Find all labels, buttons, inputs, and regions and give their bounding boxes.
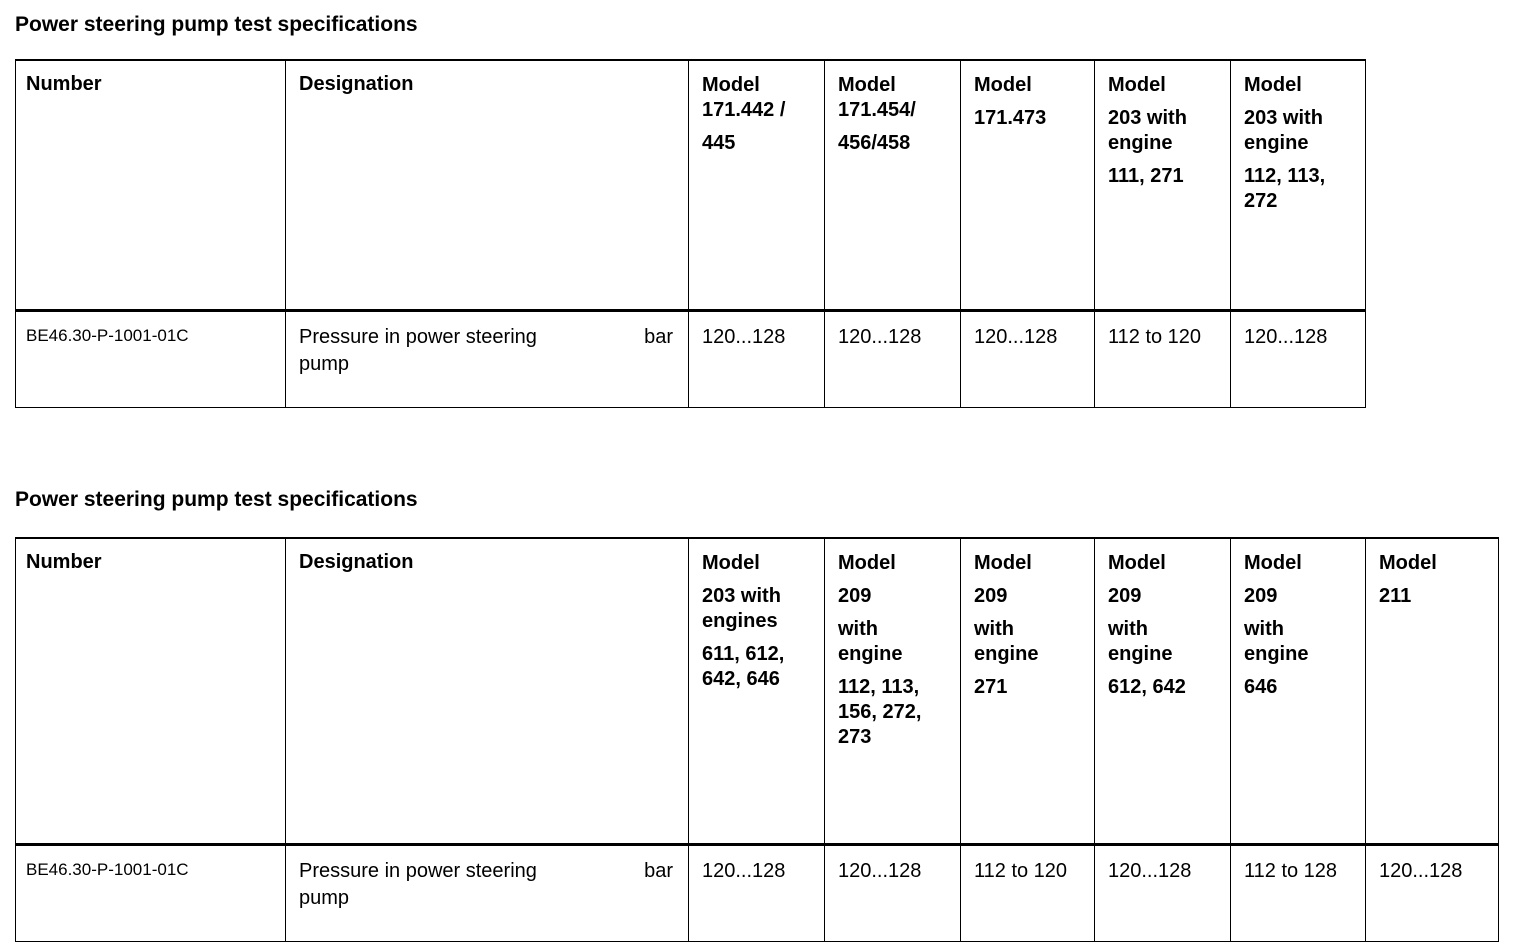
header-line: 209 — [1108, 585, 1142, 607]
cell-value: 112 to 128 — [1231, 844, 1366, 941]
cell-value: 120...128 — [689, 844, 825, 941]
cell-value: 120...128 — [1095, 844, 1231, 941]
header-line: Model — [838, 552, 896, 574]
header-number: Number — [16, 60, 286, 310]
header-line: 271 — [974, 676, 1008, 698]
header-model — [689, 538, 825, 844]
header-line: 112, 113, — [1244, 165, 1326, 187]
header-line: 203 with — [1244, 107, 1323, 129]
header-model — [1231, 538, 1366, 844]
header-line: engine — [1108, 132, 1173, 154]
spec-table-1 — [15, 59, 1366, 408]
header-line: 612, 642 — [1108, 676, 1186, 698]
cell-value: 120...128 — [689, 310, 825, 407]
header-model — [1366, 538, 1499, 844]
header-line: 273 — [838, 726, 872, 748]
header-line: Model — [1244, 74, 1302, 96]
header-model — [961, 538, 1095, 844]
header-line: Model — [1108, 552, 1166, 574]
header-line: engine — [1244, 643, 1309, 665]
header-designation: Designation — [286, 538, 689, 844]
unit-label: bar — [644, 859, 673, 882]
header-line: Model — [838, 74, 896, 96]
header-row — [16, 60, 1366, 310]
header-line: 209 — [974, 585, 1008, 607]
unit-label: bar — [644, 325, 673, 348]
header-line: 272 — [1244, 190, 1278, 212]
header-line: engine — [974, 643, 1039, 665]
header-designation: Designation — [286, 60, 689, 310]
header-line: engine — [838, 643, 903, 665]
table-row — [16, 844, 1499, 941]
header-line: 171.442 / — [702, 99, 786, 121]
cell-designation — [286, 310, 689, 407]
header-line: Model — [974, 74, 1032, 96]
cell-value: 112 to 120 — [1095, 310, 1231, 407]
header-line: with — [1108, 618, 1148, 640]
cell-number: BE46.30-P-1001-01C — [16, 844, 286, 941]
cell-value: 120...128 — [1231, 310, 1366, 407]
header-line: 171.454/ — [838, 99, 916, 121]
header-line: 456/458 — [838, 132, 911, 154]
header-model — [1095, 538, 1231, 844]
table-2-title: Power steering pump test specifications — [15, 488, 418, 511]
table-1-title: Power steering pump test specifications — [15, 13, 418, 36]
cell-value: 120...128 — [825, 310, 961, 407]
header-line: Model — [702, 74, 760, 96]
cell-number: BE46.30-P-1001-01C — [16, 310, 286, 407]
header-line: engines — [702, 610, 778, 632]
header-line: Model — [1244, 552, 1302, 574]
header-line: 111, 271 — [1108, 165, 1184, 187]
header-line: with — [1244, 618, 1284, 640]
header-line: Model — [1379, 552, 1437, 574]
header-line: 203 with — [1108, 107, 1187, 129]
header-line: with — [838, 618, 878, 640]
cell-value: 120...128 — [961, 310, 1095, 407]
header-line: 171.473 — [974, 107, 1047, 129]
header-line: with — [974, 618, 1014, 640]
designation-text: Pressure in power steering pump — [299, 859, 537, 909]
header-line: Model — [702, 552, 760, 574]
header-model — [825, 538, 961, 844]
header-model — [1095, 60, 1231, 310]
header-line: 203 with — [702, 585, 781, 607]
header-line: 209 — [838, 585, 872, 607]
table-row — [16, 310, 1366, 407]
header-line: 611, 612, — [702, 643, 785, 665]
header-model — [825, 60, 961, 310]
header-line: 646 — [1244, 676, 1278, 698]
header-line: 209 — [1244, 585, 1278, 607]
header-line: 156, 272, — [838, 701, 922, 723]
header-model — [1231, 60, 1366, 310]
header-line: 445 — [702, 132, 736, 154]
header-line: 642, 646 — [702, 668, 780, 690]
header-line: 112, 113, — [838, 676, 920, 698]
header-number: Number — [16, 538, 286, 844]
cell-value: 120...128 — [825, 844, 961, 941]
cell-value: 112 to 120 — [961, 844, 1095, 941]
spec-table-2 — [15, 537, 1499, 942]
header-model — [961, 60, 1095, 310]
header-model — [689, 60, 825, 310]
header-line: engine — [1108, 643, 1173, 665]
header-row — [16, 538, 1499, 844]
header-line: Model — [1108, 74, 1166, 96]
header-line: Model — [974, 552, 1032, 574]
cell-value: 120...128 — [1366, 844, 1499, 941]
header-line: 211 — [1379, 585, 1412, 607]
cell-designation — [286, 844, 689, 941]
header-line: engine — [1244, 132, 1309, 154]
designation-text: Pressure in power steering pump — [299, 325, 537, 375]
